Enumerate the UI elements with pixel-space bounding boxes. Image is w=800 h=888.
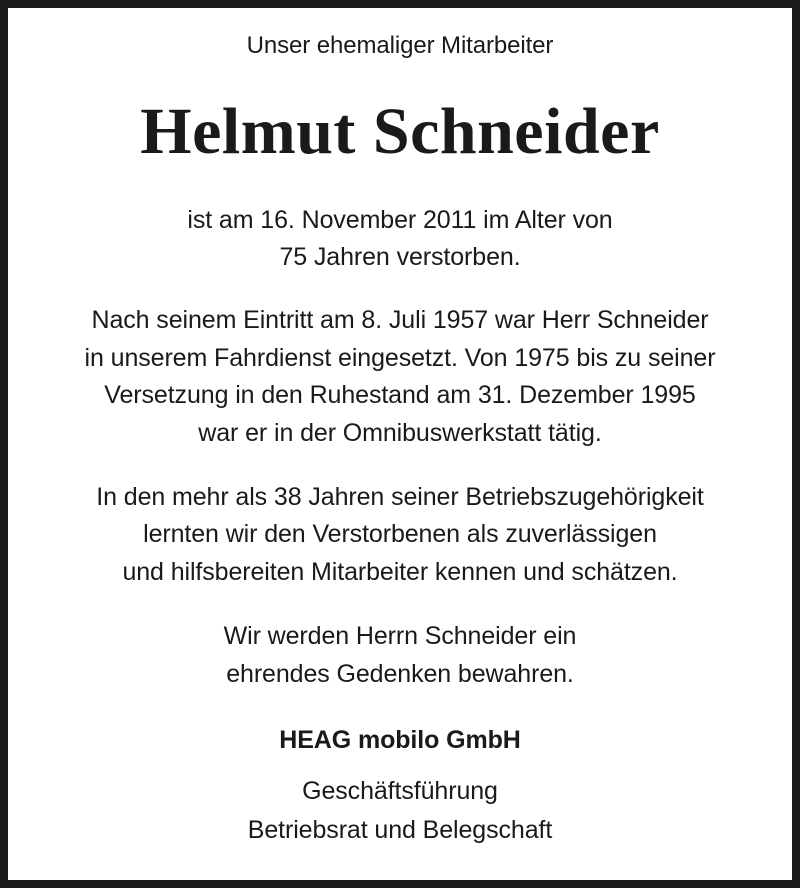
signatory-line-2: Betriebsrat und Belegschaft	[247, 816, 553, 844]
intro-line: Unser ehemaliger Mitarbeiter	[246, 32, 554, 59]
tribute-line-3: und hilfsbereiten Mitarbeiter kennen und schätzen.	[122, 558, 678, 586]
deceased-name: Helmut Schneider	[140, 95, 660, 168]
company-name: HEAG mobilo GmbH	[279, 726, 521, 754]
career-line-3: Versetzung in den Ruhestand am 31. Dezember 1995	[104, 381, 696, 409]
signatory-line-1: Geschäftsführung	[302, 777, 498, 805]
death-line-2: 75 Jahren verstorben.	[279, 243, 521, 271]
remembrance-line-2: ehrendes Gedenken bewahren.	[226, 660, 574, 688]
tribute-line-2: lernten wir den Verstorbenen als zuverlässigen	[143, 520, 657, 548]
death-line-1: ist am 16. November 2011 im Alter von	[187, 206, 613, 234]
career-line-2: in unserem Fahrdienst eingesetzt. Von 1975 bis zu seiner	[84, 344, 716, 372]
tribute-line-1: In den mehr als 38 Jahren seiner Betriebszugehörigkeit	[96, 483, 704, 511]
career-line-4: war er in der Omnibuswerkstatt tätig.	[198, 419, 602, 447]
remembrance-line-1: Wir werden Herrn Schneider ein	[223, 622, 577, 650]
career-line-1: Nach seinem Eintritt am 8. Juli 1957 war Herr Schneider	[91, 306, 709, 334]
